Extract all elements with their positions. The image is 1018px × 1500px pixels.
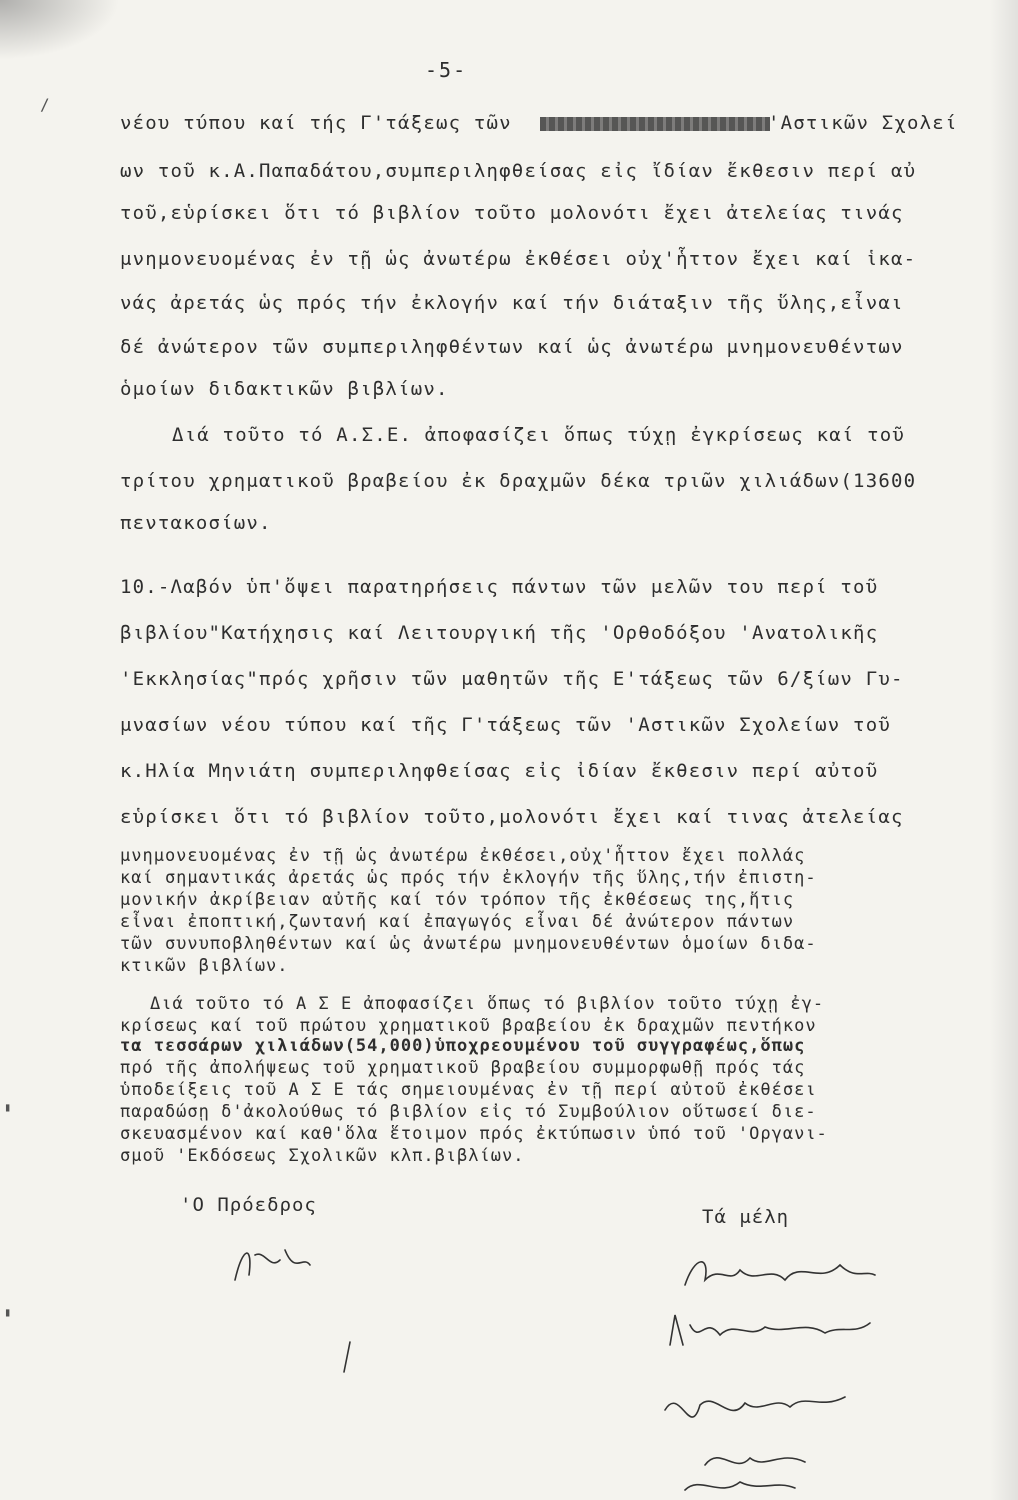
margin-mark: / [40,95,50,114]
text-line: μονικήν ἀκρίβειαν αὐτῆς καί τόν τρόπον τῆς ἐκθέσεως της,ἥτις [120,890,795,910]
text-line: σκευασμένον καί καθ'ὅλα ἕτοιμον πρός ἐκτύπωσιν ὑπό τοῦ 'Οργανι- [120,1124,828,1144]
text-line: δέ ἀνώτερον τῶν συμπεριληφθέντων καί ὡς ἀνωτέρω μνημονευθέντων [120,336,904,358]
member-signature [665,1305,875,1355]
text-line: Διά τοῦτο τό Α.Σ.Ε. ἀποφασίζει ὅπως τύχῃ ἐγκρίσεως καί τοῦ [172,424,906,446]
text-line: πρό τῆς ἀπολήψεως τοῦ χρηματικοῦ βραβείου συμμορφωθῇ πρός τάς [120,1058,806,1078]
text-line: εὑρίσκει ὅτι τό βιβλίον τοῦτο,μολονότι ἔχει καί τινας ἀτελείας [120,806,904,828]
text-line: ων τοῦ κ.Α.Παπαδάτου,συμπεριληφθείσας εἰς ἴδίαν ἔκθεσιν περί αὐ [120,160,917,182]
text-line: κρίσεως καί τοῦ πρώτου χρηματικοῦ βραβείου ἐκ δραχμῶν πεντήκον [120,1016,817,1036]
text-line: ὑποδείξεις τοῦ Α Σ Ε τάς σημειουμένας ἐν τῇ περί αὐτοῦ ἐκθέσει [120,1080,817,1100]
text-line: μνημονευομένας ἐν τῇ ὡς ἀνωτέρω ἐκθέσει,οὐχ'ἧττον ἔχει πολλάς [120,846,806,866]
text-line: κτικῶν βιβλίων. [120,956,289,976]
scan-edge [990,0,1018,1500]
members-label: Τά μέλη [702,1206,790,1228]
text-line: 10.-Λαβόν ὑπ'ὄψει παρατηρήσεις πάντων τῶν μελῶν του περί τοῦ [120,576,879,598]
president-signature [225,1235,315,1295]
scan-shadow [0,0,120,60]
president-label: 'Ο Πρόεδρος [180,1194,317,1216]
text-line: σμοῦ 'Εκδόσεως Σχολικῶν κλπ.βιβλίων. [120,1146,525,1166]
margin-mark: ▮ [4,1100,12,1114]
member-signature [660,1385,850,1445]
text-line: νέου τύπου καί τής Γ'τάξεως τῶν [120,112,512,134]
text-line: κ.Ηλία Μηνιάτη συμπεριληφθείσας εἰς ἰδίαν ἔκθεσιν περί αὐτοῦ [120,760,879,782]
member-signature [680,1470,800,1500]
text-line: τρίτου χρηματικοῦ βραβείου ἐκ δραχμῶν δέκα τριῶν χιλιάδων(13600 [120,470,917,492]
text-line: ὁμοίων διδακτικῶν βιβλίων. [120,378,449,400]
margin-mark: ▮ [4,1305,12,1319]
text-line: μνασίων νέου τύπου καί τῆς Γ'τάξεως τῶν 'Αστικῶν Σχολείων τοῦ [120,714,891,736]
text-line: πεντακοσίων. [120,512,272,534]
text-line: τῶν συνυποβληθέντων καί ὡς ἀνωτέρω μνημονευθέντων ὁμοίων διδα- [120,934,817,954]
text-line: μνημονευομένας ἐν τῇ ὡς ἀνωτέρω ἐκθέσει οὐχ'ἧττον ἔχει καί ἱκα- [120,248,917,270]
text-line: καί σημαντικάς ἀρετάς ὡς πρός τήν ἐκλογήν τῆς ὕλης,τήν ἐπιστη- [120,868,817,888]
member-signature [680,1250,880,1300]
text-line: τα τεσσάρων χιλιάδων(54,000)ὑποχρεουμένου τοῦ συγγραφέως,ὅπως [120,1036,806,1056]
strikethrough-mark [540,117,770,131]
signature-stroke [338,1340,358,1380]
text-line: νάς ἀρετάς ὡς πρός τήν ἐκλογήν καί τήν διάταξιν τῆς ὕλης,εἶναι [120,292,904,314]
text-line: παραδώσῃ δ'ἀκολούθως τό βιβλίον εἰς τό Συμβούλιον οὕτωσεί διε- [120,1102,817,1122]
text-line: 'Αστικῶν Σχολεί [768,112,958,134]
page-number: -5- [425,58,468,82]
text-line: τοῦ,εὑρίσκει ὅτι τό βιβλίον τοῦτο μολονότι ἔχει ἀτελείας τινάς [120,202,904,224]
text-line: βιβλίου"Κατήχησις καί Λειτουργική τῆς 'Ορθοδόξου 'Ανατολικῆς [120,622,879,644]
text-line: εἶναι ἐποπτική,ζωντανή καί ἐπαγωγός εἶναι δέ ἀνώτερον πάντων [120,912,795,932]
text-line: Διά τοῦτο τό Α Σ Ε ἀποφασίζει ὅπως τό βιβλίον τοῦτο τύχῃ ἐγ- [150,994,825,1014]
text-line: 'Εκκλησίας"πρός χρῆσιν τῶν μαθητῶν τῆς Ε'τάξεως τῶν 6/ξίων Γυ- [120,668,904,690]
